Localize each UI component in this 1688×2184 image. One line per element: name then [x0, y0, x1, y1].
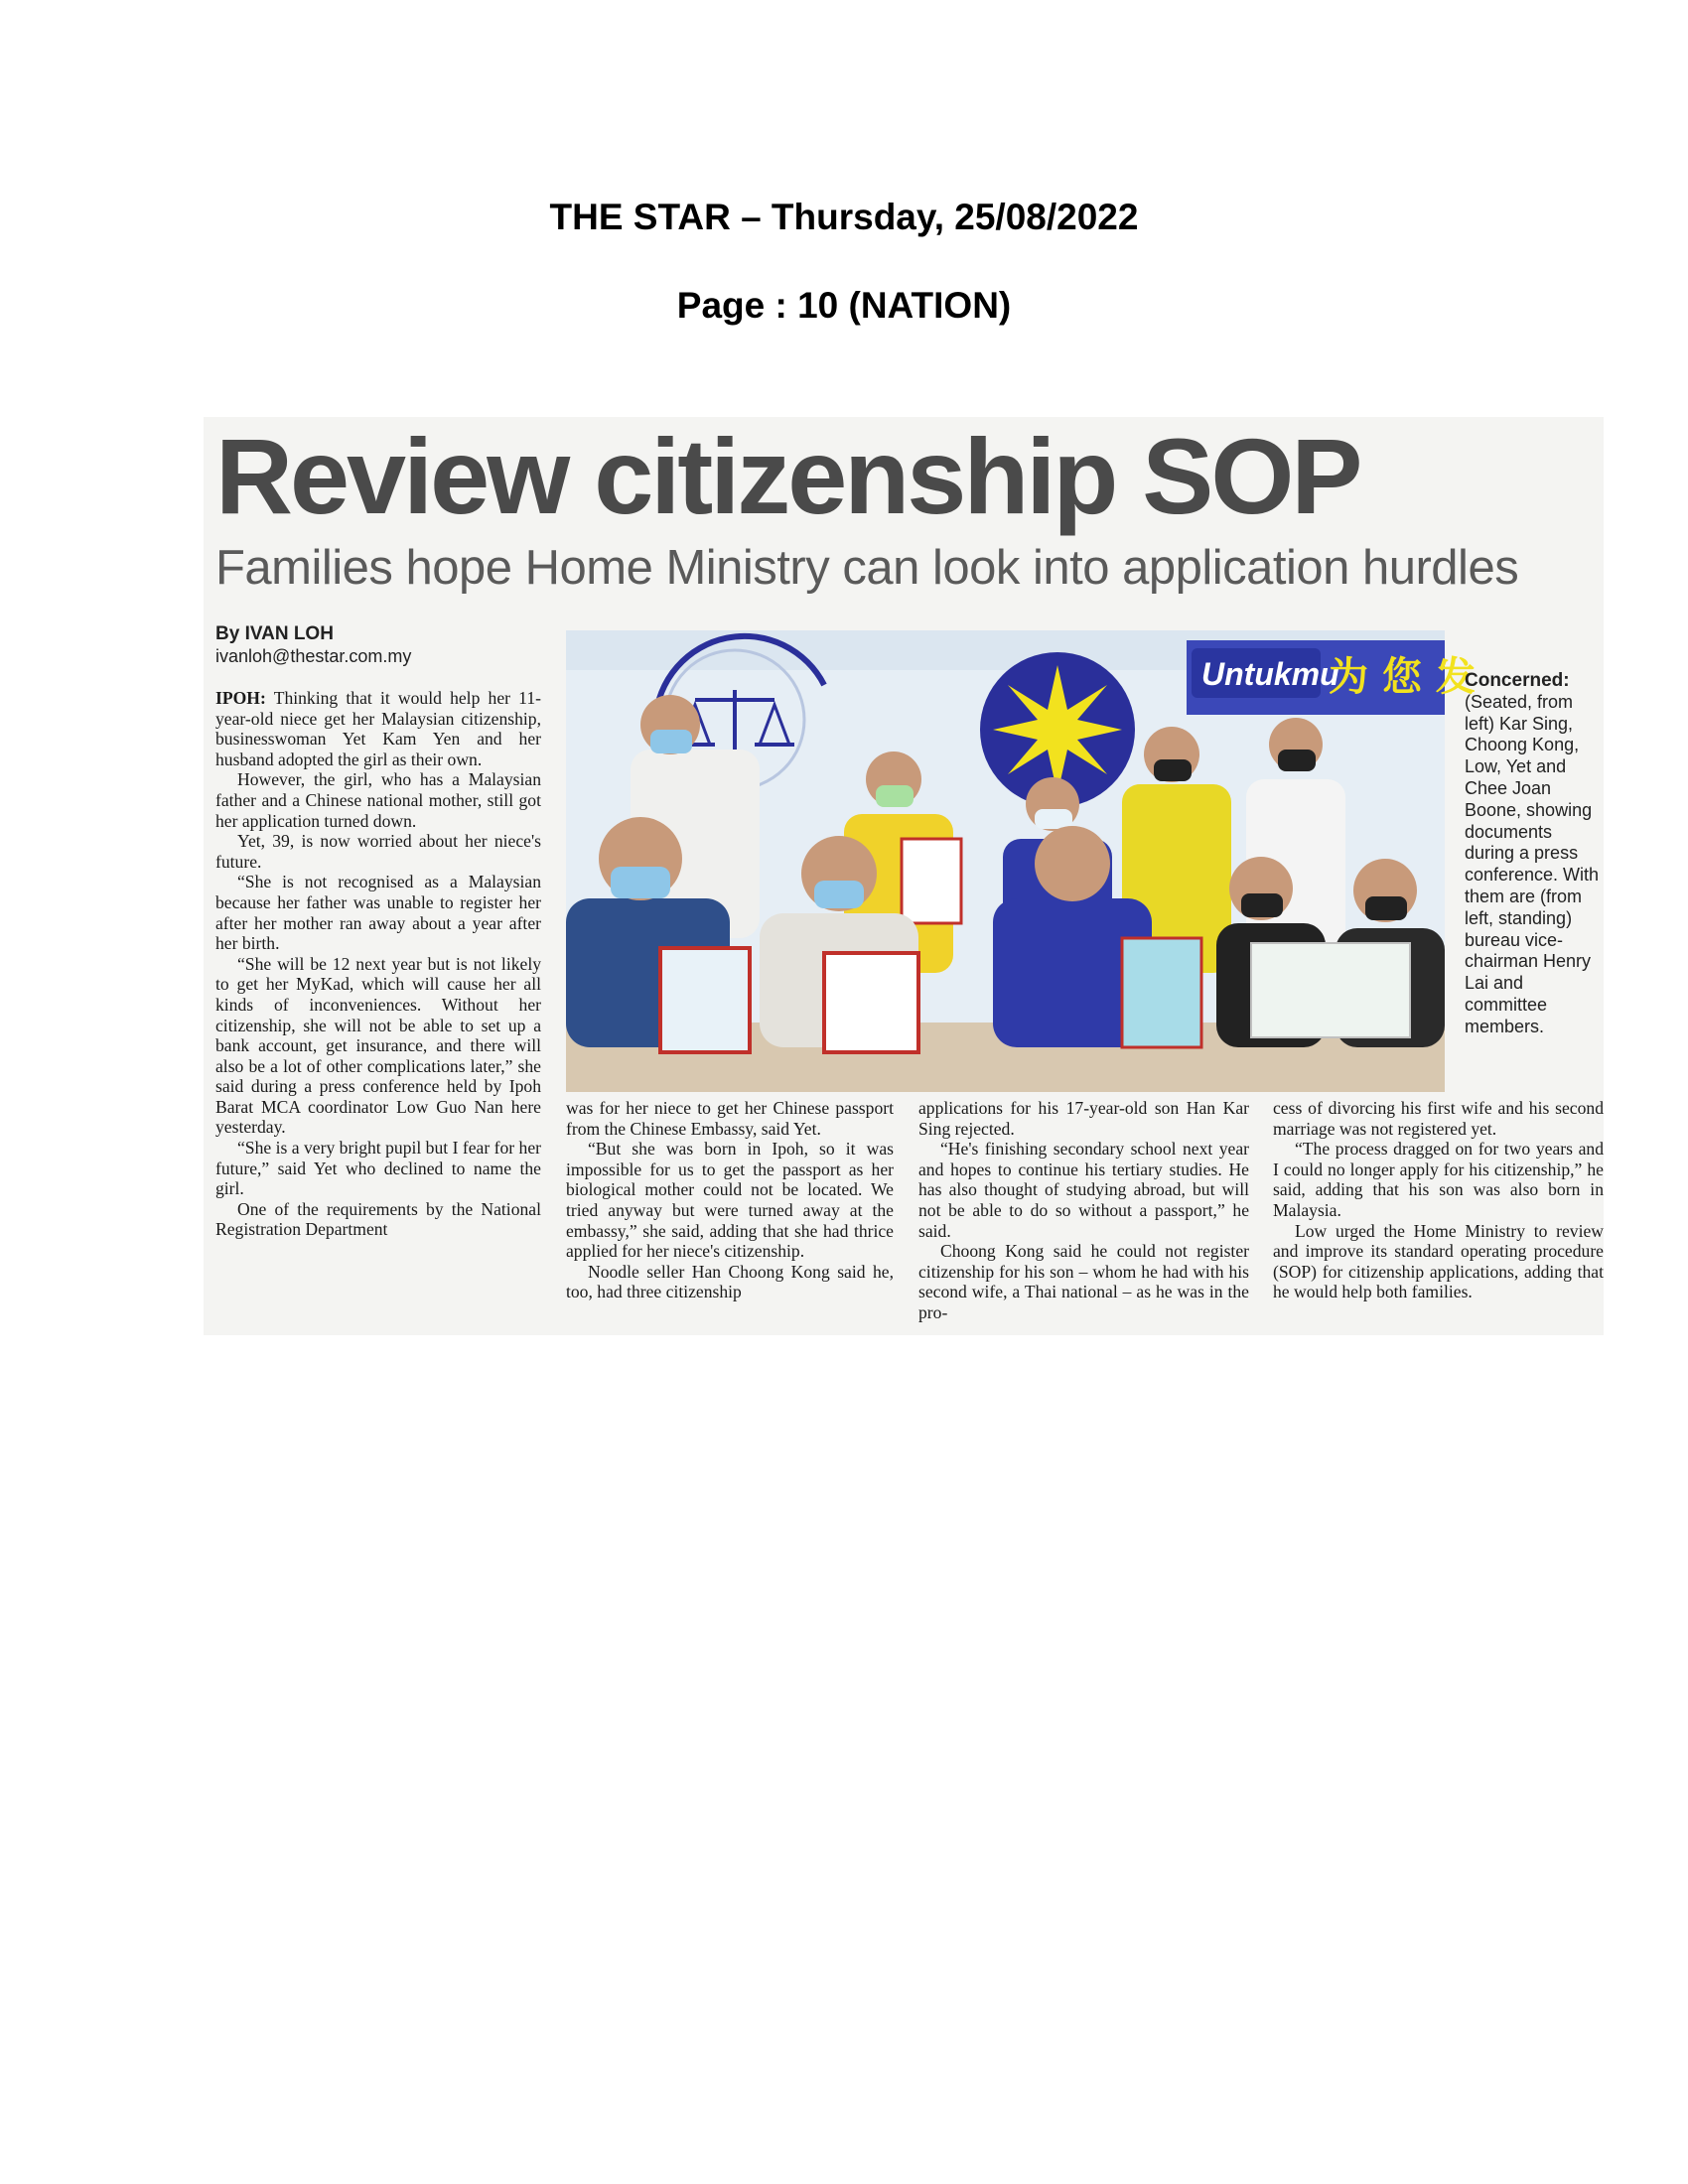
article-paragraph: “But she was born in Ipoh, so it was impossible for us to get the passport as her biological mother could not be located. We tried anyway but were turned away at the embassy,” she said, adding that she had thrice applied for her niece's citizenship. — [566, 1139, 894, 1262]
headline: Review citizenship SOP — [215, 416, 1360, 536]
page-number: Page : 10 (NATION) — [676, 285, 1012, 326]
author-name: By IVAN LOH — [215, 623, 334, 644]
article-column-3 — [918, 1098, 1249, 1323]
article-paragraph: Low urged the Home Ministry to review and improve its standard operating procedure (SOP) for citizenship applications, adding that he would help both families. — [1273, 1220, 1604, 1302]
article-paragraph: applications for his 17-year-old son Han Kar Sing rejected. — [918, 1098, 1249, 1139]
article-column-1 — [215, 688, 541, 1240]
article-paragraph: “The process dragged on for two years and I could no longer apply for his citizenship,” he said, adding that his son was also born in Malaysia. — [1273, 1139, 1604, 1220]
byline — [215, 623, 533, 667]
article-column-2 — [566, 1098, 894, 1302]
photo-caption — [1465, 670, 1606, 1038]
article-paragraph: IPOH: Thinking that it would help her 11-year-old niece get her Malaysian citizenship, businesswoman Yet Kam Yen and her husband adopted the girl as their own. — [215, 688, 541, 769]
banner-text: Untukmu — [1201, 656, 1339, 692]
publication-date: THE STAR – Thursday, 25/08/2022 — [549, 197, 1139, 237]
article-paragraph: “She is not recognised as a Malaysian because her father was unable to register her after her mother ran away about a year after her birth. — [215, 872, 541, 954]
press-conference-photo — [566, 630, 1476, 1092]
article-paragraph: Noodle seller Han Choong Kong said he, too, had three citizenship — [566, 1261, 894, 1302]
article-paragraph: One of the requirements by the National Registration Department — [215, 1198, 541, 1240]
article-paragraph: “He's finishing secondary school next year and hopes to continue his tertiary studies. He has also thought of studying abroad, but will not be able to do so without a passport,” he said. — [918, 1139, 1249, 1241]
article-paragraph: was for her niece to get her Chinese passport from the Chinese Embassy, said Yet. — [566, 1098, 894, 1139]
article-paragraph: However, the girl, who has a Malaysian father and a Chinese national mother, still got her application turned down. — [215, 769, 541, 831]
banner-chinese: 为 您 发 — [1329, 654, 1476, 700]
article-paragraph: Yet, 39, is now worried about her niece's future. — [215, 831, 541, 872]
newspaper-clipping — [204, 417, 1604, 1335]
caption-lead: Concerned: — [1465, 670, 1570, 691]
author-email: ivanloh@thestar.com.my — [215, 646, 412, 666]
article-paragraph: “She is a very bright pupil but I fear for her future,” said Yet who declined to name the girl. — [215, 1138, 541, 1199]
article-paragraph: cess of divorcing his first wife and his second marriage was not registered yet. — [1273, 1098, 1604, 1139]
article-paragraph: “She will be 12 next year but is not likely to get her MyKad, which will cause her all kinds of inconveniences. Without her citizenship, she will not be able to set up a bank account, get insurance, and there will also be a lot of other complications later,” she said during a press conference held by Ipoh Barat MCA coordinator Low Guo Nan here yesterday. — [215, 953, 541, 1138]
banner — [1187, 640, 1476, 715]
subheadline: Families hope Home Ministry can look into application hurdles — [215, 541, 1519, 595]
article-column-4 — [1273, 1098, 1604, 1302]
dateline: IPOH: — [215, 688, 266, 708]
article-paragraph: Choong Kong said he could not register citizenship for his son – whom he had with his second wife, a Thai national – as he was in the pro- — [918, 1241, 1249, 1322]
caption-text: (Seated, from left) Kar Sing, Choong Kong, Low, Yet and Chee Joan Boone, showing documents during a press conference. With them are (from left, standing) bureau vice-chairman Henry Lai and committee members. — [1465, 691, 1600, 1036]
